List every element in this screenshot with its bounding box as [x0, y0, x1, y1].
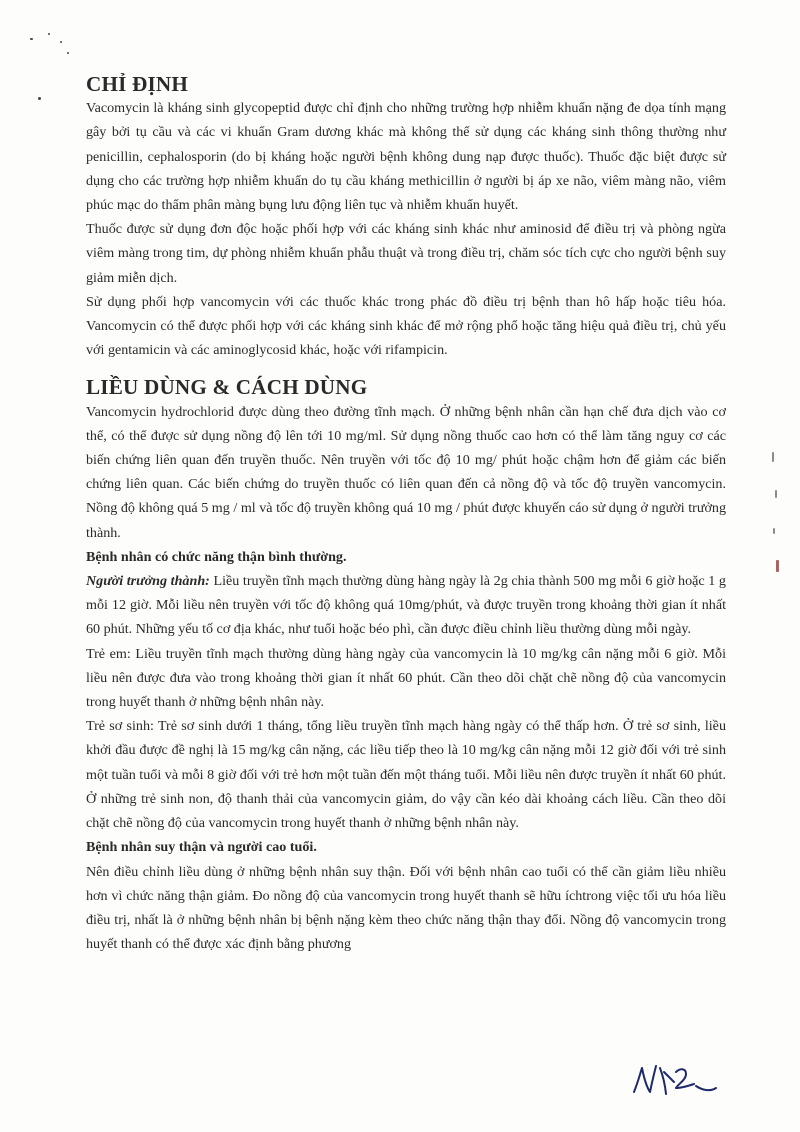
scan-speck	[67, 52, 69, 54]
scan-margin-mark	[775, 490, 777, 498]
scan-speck	[38, 97, 41, 100]
scan-speck	[30, 38, 33, 40]
scan-margin-mark	[772, 452, 774, 462]
indications-paragraph-2: Thuốc được sử dụng đơn độc hoặc phối hợp với các kháng sinh khác như aminosid để điều trị và phòng ngừa viêm màng trong tim, dự phòng nhiễm khuẩn phẫu thuật và trong điều trị, chăm sóc tích cực cho người bệnh suy giảm miễn dịch.	[86, 221, 726, 286]
indications-paragraph-1: Vacomycin là kháng sinh glycopeptid được chỉ định cho những trường hợp nhiễm khuẩn nặng đe dọa tính mạng gây bởi tụ cầu và các vi khuẩn Gram dương khác mà không thể sử dụng các kháng sinh thông thường như penicillin, cephalosporin (do bị kháng hoặc người bệnh không dung nạp được thuốc). Thuốc đặc biệt được sử dụng cho các trường hợp nhiễm khuẩn do tụ cầu kháng methicillin ở người bị áp xe não, viêm màng não, viêm phúc mạc do thẩm phân màng bụng lưu động liên tục và nhiễm khuẩn huyết.	[86, 100, 726, 214]
neonate-dosage-paragraph: Trẻ sơ sinh: Trẻ sơ sinh dưới 1 tháng, tổng liều truyền tĩnh mạch hàng ngày có thể thấp hơn. Ở trẻ sơ sinh, liều khởi đầu được đề nghị là 15 mg/kg cân nặng, các liều tiếp theo là 10 mg/kg cân nặng mỗi 12 giờ đối với trẻ sinh một tuần tuổi và mỗi 8 giờ đối với trẻ hơn một tuần đến một tháng tuổi. Mỗi liều nên được truyền ít nhất 60 phút. Ở những trẻ sinh non, độ thanh thải của vancomycin giảm, do vậy cần kéo dài khoảng cách liều. Cần theo dõi chặt chẽ nồng độ của vancomycin trong huyết thanh ở những bệnh nhân này.	[86, 718, 726, 832]
dosage-intro-paragraph: Vancomycin hydrochlorid được dùng theo đường tĩnh mạch. Ở những bệnh nhân cần hạn chế đưa dịch vào cơ thể, có thể được sử dụng nồng độ lên tới 10 mg/ml. Sử dụng nồng thuốc cao hơn có thể làm tăng nguy cơ các biến chứng liên quan đến truyền thuốc. Nên truyền với tốc độ 10 mg/ phút hoặc chậm hơn để giảm các biến chứng liên quan. Các biến chứng do truyền thuốc có liên quan đến cả nồng độ và tốc độ truyền vancomycin. Nồng độ không quá 5 mg / ml và tốc độ truyền không quá 10 mg / phút được khuyến cáo sử dụng ở người trưởng thành.	[86, 403, 726, 541]
subheading-renal-elderly: Bệnh nhân suy thận và người cao tuổi.	[86, 839, 317, 856]
renal-elderly-paragraph: Nên điều chỉnh liều dùng ở những bệnh nhân suy thận. Đối với bệnh nhân cao tuổi có thể cần giảm liều nhiều hơn vì chức năng thận giảm. Đo nồng độ của vancomycin trong huyết thanh sẽ hữu íchtrong việc tối ưu hóa liều điều trị, nhất là ở những bệnh nhân bị bệnh nặng kèm theo chức năng thận thay đổi. Nồng độ vancomycin trong huyết thanh có thể được xác định bằng phương	[86, 863, 726, 953]
document-body	[86, 72, 726, 956]
adult-dosage-text: Liều truyền tĩnh mạch thường dùng hàng ngày là 2g chia thành 500 mg mỗi 6 giờ hoặc 1 g mỗi 12 giờ. Mỗi liều nên truyền với tốc độ không quá 10mg/phút, và được truyền trong khoảng thời gian ít nhất 60 phút. Những yếu tố cơ địa khác, như tuổi hoặc béo phì, cần được điều chỉnh liều thường dùng mỗi ngày.	[86, 573, 726, 638]
adult-dosage-paragraph	[86, 569, 726, 642]
handwritten-signature	[630, 1052, 720, 1106]
section-heading-dosage: LIỀU DÙNG & CÁCH DÙNG	[86, 375, 368, 400]
scan-margin-mark	[776, 560, 779, 572]
indications-paragraph-3: Sử dụng phối hợp vancomycin với các thuốc khác trong phác đồ điều trị bệnh than hô hấp hoặc tiêu hóa. Vancomycin có thể được phối hợp với các kháng sinh khác để mở rộng phổ hoặc tăng hiệu quả điều trị, chủ yếu với gentamicin và các aminoglycosid khác, hoặc với rifampicin.	[86, 293, 726, 359]
children-dosage-paragraph: Trẻ em: Liều truyền tĩnh mạch thường dùng hàng ngày của vancomycin là 10 mg/kg cân nặng mỗi 6 giờ. Mỗi liều nên được đưa vào trong khoảng thời gian ít nhất 60 phút. Cần theo dõi chặt chẽ nồng độ của vancomycin trong huyết thanh ở những bệnh nhân này.	[86, 645, 726, 711]
scan-speck	[48, 33, 50, 35]
section-heading-indications: CHỈ ĐỊNH	[86, 72, 189, 96]
scan-margin-mark	[773, 528, 775, 534]
subheading-normal-renal: Bệnh nhân có chức năng thận bình thường.	[86, 548, 347, 565]
adult-dosage-lead: Người trưởng thành:	[86, 573, 210, 590]
scan-speck	[60, 41, 62, 43]
